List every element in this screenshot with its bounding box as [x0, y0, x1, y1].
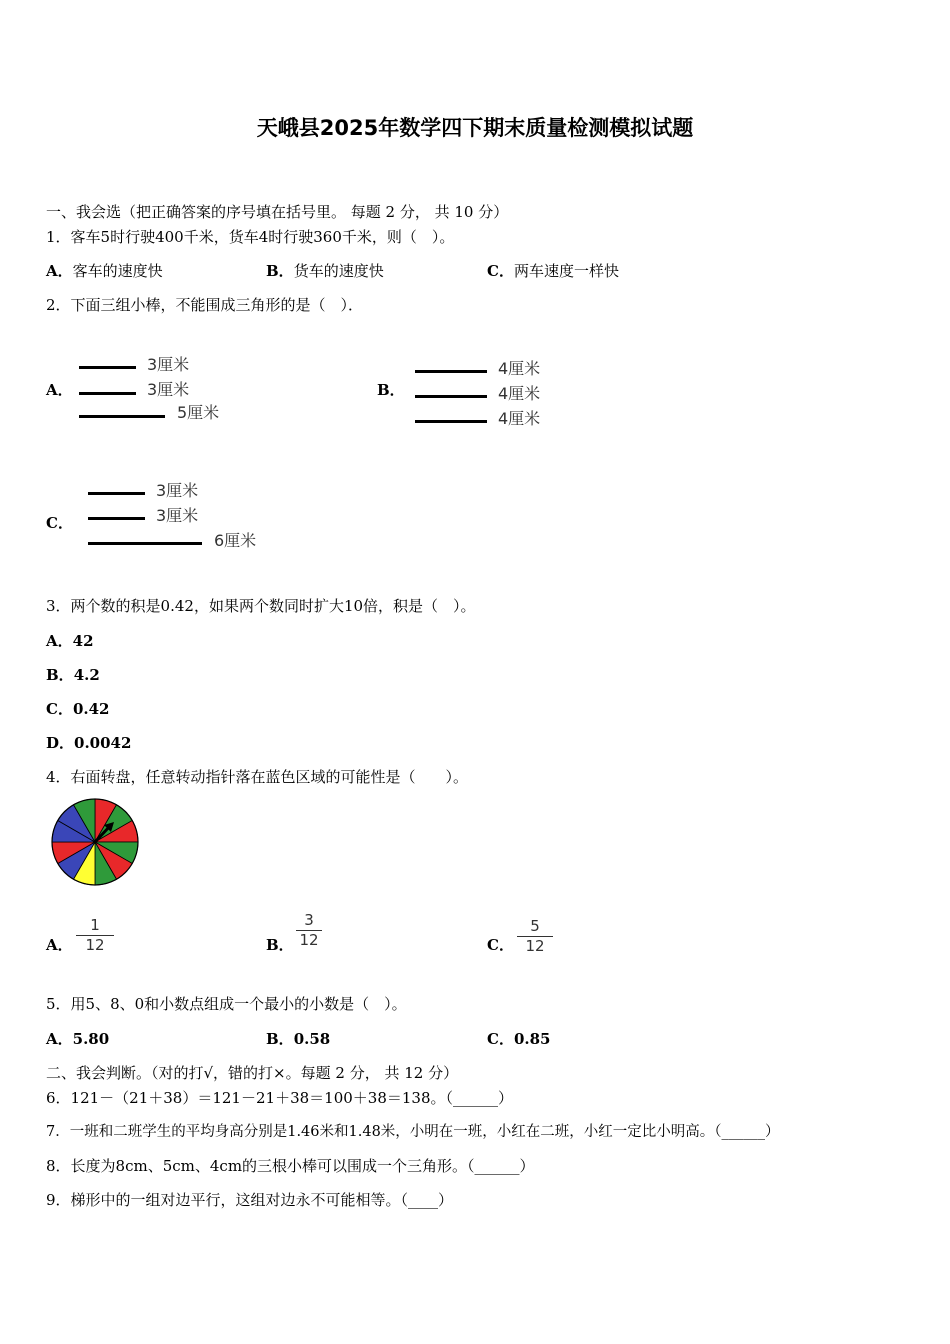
q2-option-c-key[interactable]: C． [46, 514, 73, 532]
q1-option-c[interactable] [487, 261, 619, 281]
q4-option-b-key[interactable]: B． [266, 936, 294, 954]
stick-a2 [79, 392, 136, 395]
q4-option-a-key[interactable]: A． [46, 936, 73, 954]
q1-option-c-text: 两车速度一样快 [513, 262, 619, 280]
q3-option-a-text: 42 [72, 632, 94, 650]
stick-c1-label: 3厘米 [156, 481, 199, 500]
question-1-text: 1．客车5时行驶400千米，货车4时行驶360千米，则（ ）。 [46, 228, 455, 246]
q3-option-b-key: B． [46, 666, 74, 684]
q5-option-b[interactable] [266, 1029, 330, 1049]
q4-option-c-numerator: 5 [530, 917, 540, 935]
spinner-wheel [48, 797, 142, 887]
question-5-text: 5．用5、8、0和小数点组成一个最小的小数是（ ）。 [46, 995, 407, 1013]
stick-a1 [79, 366, 136, 369]
stick-a1-label: 3厘米 [147, 355, 190, 374]
q3-option-c-key: C． [46, 700, 73, 718]
q5-option-a-text: 5.80 [72, 1030, 110, 1048]
stick-a3 [79, 415, 165, 418]
q5-option-c[interactable] [487, 1029, 551, 1049]
question-9-text: 9．梯形中的一组对边平行，这组对边永不可能相等。（____） [46, 1191, 454, 1209]
q1-option-b-key: B． [266, 262, 294, 280]
section1-heading: 一、我会选（把正确答案的序号填在括号里。 每题 2 分， 共 10 分） [46, 203, 509, 221]
q4-option-a-denominator: 12 [85, 936, 105, 954]
stick-b3-label: 4厘米 [498, 409, 541, 428]
stick-c3 [88, 542, 202, 545]
stick-b2-label: 4厘米 [498, 384, 541, 403]
q3-option-d-key: D． [46, 734, 75, 752]
q1-option-c-key: C． [487, 262, 514, 280]
q5-option-b-text: 0.58 [293, 1030, 331, 1048]
q3-option-c-text: 0.42 [72, 700, 110, 718]
q5-option-c-text: 0.85 [513, 1030, 551, 1048]
question-2-text: 2．下面三组小棒，不能围成三角形的是（ ）． [46, 296, 364, 314]
q3-option-a[interactable] [46, 631, 94, 651]
question-6-text: 6．121－（21＋38）＝121－21＋38＝100＋38＝138。（______） [46, 1089, 514, 1107]
q4-option-b-numerator: 3 [304, 911, 314, 929]
stick-b2 [415, 395, 487, 398]
q3-option-b[interactable] [46, 665, 100, 685]
q3-option-d[interactable] [46, 733, 131, 753]
stick-c3-label: 6厘米 [214, 531, 257, 550]
q3-option-b-text: 4.2 [73, 666, 100, 684]
q1-option-b[interactable] [266, 261, 384, 281]
q5-option-a-key: A． [46, 1030, 73, 1048]
q2-option-a-key[interactable]: A． [46, 381, 73, 399]
q1-option-a-key: A． [46, 262, 73, 280]
q4-option-b-denominator: 12 [299, 931, 319, 949]
q3-option-d-text: 0.0042 [74, 734, 132, 752]
stick-a2-label: 3厘米 [147, 380, 190, 399]
q2-option-b-key[interactable]: B． [377, 381, 405, 399]
q4-option-c-denominator: 12 [525, 937, 545, 955]
q5-option-c-key: C． [487, 1030, 514, 1048]
q3-option-c[interactable] [46, 699, 110, 719]
stick-c2-label: 3厘米 [156, 506, 199, 525]
q4-option-b-fraction[interactable] [296, 912, 322, 949]
page-title: 天峨县2025年数学四下期末质量检测模拟试题 [256, 116, 694, 140]
stick-b1-label: 4厘米 [498, 359, 541, 378]
q4-option-c-key[interactable]: C． [487, 936, 514, 954]
q4-option-a-fraction[interactable] [76, 917, 114, 954]
q3-option-a-key: A． [46, 632, 73, 650]
question-7-text: 7．一班和二班学生的平均身高分别是1.46米和1.48米，小明在一班，小红在二班，小红一定比小明高。（______） [46, 1124, 780, 1140]
question-3-text: 3．两个数的积是0.42，如果两个数同时扩大10倍，积是（ ）。 [46, 597, 476, 615]
stick-b3 [415, 420, 487, 423]
stick-a3-label: 5厘米 [177, 403, 220, 422]
stick-c1 [88, 492, 145, 495]
stick-c2 [88, 517, 145, 520]
question-4-text: 4．右面转盘，任意转动指针落在蓝色区域的可能性是（ ）。 [46, 768, 469, 786]
q1-option-a[interactable] [46, 261, 163, 281]
q5-option-b-key: B． [266, 1030, 294, 1048]
q1-option-a-text: 客车的速度快 [72, 262, 163, 280]
q4-option-c-fraction[interactable] [517, 918, 553, 955]
section2-heading: 二、我会判断。（对的打√，错的打×。每题 2 分， 共 12 分） [46, 1064, 459, 1082]
q4-option-a-numerator: 1 [90, 916, 100, 934]
q5-option-a[interactable] [46, 1029, 109, 1049]
stick-b1 [415, 370, 487, 373]
question-8-text: 8．长度为8cm、5cm、4cm的三根小棒可以围成一个三角形。（______） [46, 1157, 535, 1175]
q1-option-b-text: 货车的速度快 [293, 262, 384, 280]
